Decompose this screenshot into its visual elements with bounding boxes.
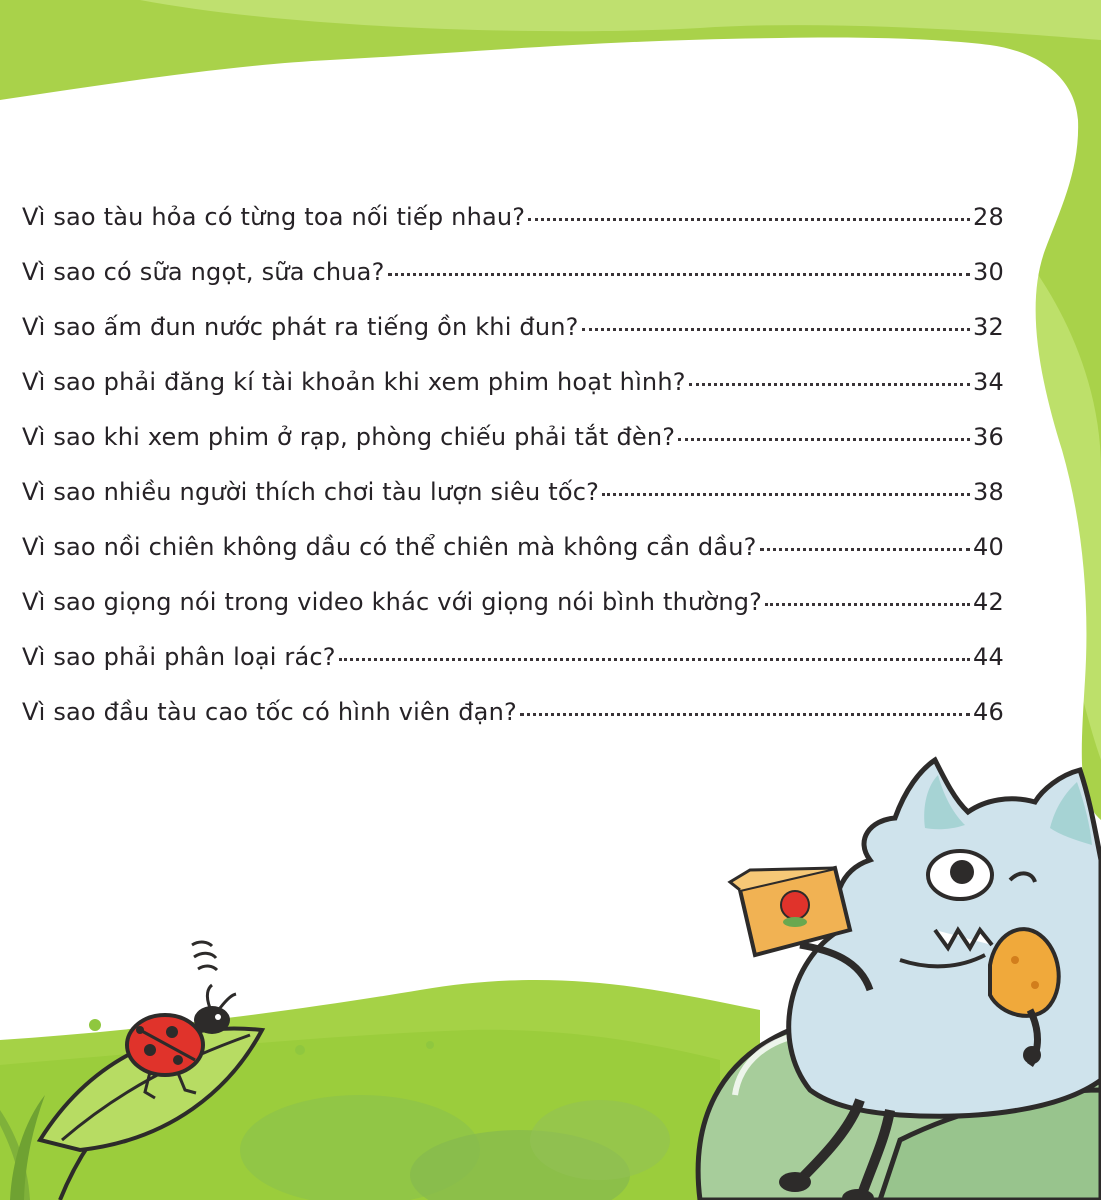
toc-dot-leader xyxy=(520,713,970,716)
toc-entry-title: Vì sao giọng nói trong video khác với giọng nói bình thường? xyxy=(22,588,763,616)
toc-entry[interactable] xyxy=(22,478,1004,533)
toc-entry-page: 28 xyxy=(973,203,1004,231)
toc-entry-title: Vì sao khi xem phim ở rạp, phòng chiếu phải tắt đèn? xyxy=(22,423,676,451)
toc-entry-title: Vì sao tàu hỏa có từng toa nối tiếp nhau? xyxy=(22,203,526,231)
toc-entry[interactable] xyxy=(22,368,1004,423)
toc-entry-title: Vì sao nồi chiên không dầu có thể chiên mà không cần dầu? xyxy=(22,533,757,561)
toc-entry[interactable] xyxy=(22,203,1004,258)
toc-dot-leader xyxy=(582,328,970,331)
toc-entry[interactable] xyxy=(22,643,1004,698)
toc-entry-title: Vì sao nhiều người thích chơi tàu lượn siêu tốc? xyxy=(22,478,600,506)
table-of-contents xyxy=(22,203,1004,753)
toc-entry-page: 38 xyxy=(973,478,1004,506)
toc-entry-page: 44 xyxy=(973,643,1004,671)
toc-entry-title: Vì sao đầu tàu cao tốc có hình viên đạn? xyxy=(22,698,517,726)
toc-dot-leader xyxy=(765,603,970,606)
toc-entry-page: 40 xyxy=(973,533,1004,561)
toc-dot-leader xyxy=(689,383,970,386)
toc-dot-leader xyxy=(678,438,970,441)
toc-entry[interactable] xyxy=(22,423,1004,478)
toc-dot-leader xyxy=(602,493,970,496)
toc-entry-page: 42 xyxy=(973,588,1004,616)
toc-dot-leader xyxy=(528,218,970,221)
toc-dot-leader xyxy=(339,658,970,661)
toc-entry-title: Vì sao phải phân loại rác? xyxy=(22,643,336,671)
toc-entry-page: 32 xyxy=(973,313,1004,341)
toc-entry-page: 30 xyxy=(973,258,1004,286)
toc-entry-title: Vì sao ấm đun nước phát ra tiếng ồn khi đun? xyxy=(22,313,579,341)
toc-entry-page: 46 xyxy=(973,698,1004,726)
toc-entry[interactable] xyxy=(22,258,1004,313)
toc-dot-leader xyxy=(388,273,971,276)
toc-entry-page: 36 xyxy=(973,423,1004,451)
toc-entry[interactable] xyxy=(22,533,1004,588)
toc-entry-page: 34 xyxy=(973,368,1004,396)
toc-entry[interactable] xyxy=(22,313,1004,368)
toc-entry[interactable] xyxy=(22,588,1004,643)
toc-entry-title: Vì sao có sữa ngọt, sữa chua? xyxy=(22,258,385,286)
toc-entry[interactable] xyxy=(22,698,1004,753)
toc-dot-leader xyxy=(760,548,970,551)
toc-entry-title: Vì sao phải đăng kí tài khoản khi xem phim hoạt hình? xyxy=(22,368,686,396)
